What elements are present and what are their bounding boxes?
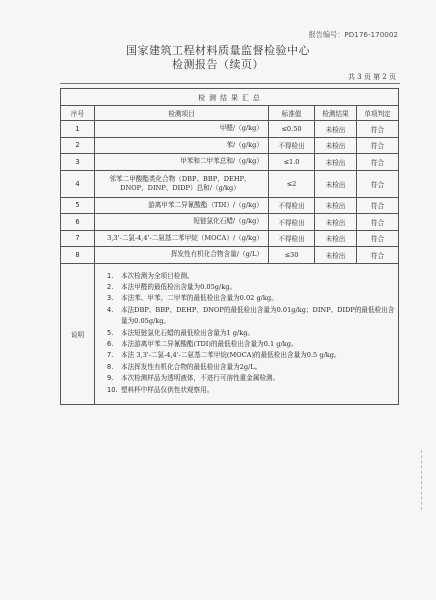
notes-cell — [95, 263, 399, 404]
column-header-row — [61, 106, 399, 121]
row-standard: ≤1.0 — [269, 154, 315, 171]
seal-edge-mark — [421, 450, 436, 510]
notes-list — [97, 264, 396, 404]
page-count: 共 3 页 第 2 页 — [347, 73, 396, 81]
row-number: 4 — [61, 170, 95, 197]
row-judgement: 符合 — [357, 230, 399, 247]
row-standard: ≤2 — [269, 170, 315, 197]
note-text: 本次检测样品为透明液体，不进行可溶性重金属检测。 — [121, 374, 280, 383]
note-text: 本法甲醛的最低检出含量为0.05g/kg。 — [121, 282, 237, 291]
note-item — [107, 362, 396, 373]
note-text: 本法挥发性有机化合物的最低检出含量为2g/L。 — [121, 362, 262, 371]
note-text: 本法DBP、BBP、DEHP、DNOP的最低检出含量为0.01g/kg；DINP、DIDP的最低检出含量为0.05g/kg。 — [121, 305, 395, 326]
note-text: 本法游离甲苯二异氰酸酯(TDI)的最低检出含量为0.1 g/kg。 — [121, 339, 298, 348]
note-number: 10. — [107, 385, 118, 394]
row-standard: 不得检出 — [269, 230, 315, 247]
header-divider — [60, 83, 400, 84]
table-row — [61, 230, 399, 247]
table-row — [61, 154, 399, 171]
note-text: 塑料杯中样品仅供性状观察用。 — [121, 385, 214, 394]
note-item — [107, 350, 396, 361]
row-item: 挥发性有机化合物含量/（g/L） — [95, 247, 269, 264]
table-row — [61, 121, 399, 138]
row-item: 短链氯化石蜡/（g/kg） — [95, 214, 269, 231]
note-item — [107, 293, 396, 304]
notes-row — [61, 263, 399, 404]
row-judgement: 符合 — [357, 121, 399, 138]
note-number: 5. — [107, 328, 114, 337]
row-standard: 不得检出 — [269, 137, 315, 154]
table-row — [61, 197, 399, 214]
row-item: 苯/（g/kg） — [95, 137, 269, 154]
note-number: 8. — [107, 362, 114, 371]
note-item — [107, 271, 396, 282]
notes-label: 说明 — [61, 263, 95, 404]
row-number: 5 — [61, 197, 95, 214]
column-header-result: 检测结果 — [315, 106, 357, 121]
row-judgement: 符合 — [357, 197, 399, 214]
row-item: 邻苯二甲酸酯类化合物（DBP、BBP、DEHP、DNOP、DINP、DIDP）总和/（g/kg） — [95, 170, 269, 197]
note-text: 本法 3,3'-二氯-4,4'-二氨基二苯甲烷(MOCA)的最低检出含量为0.5 g/kg。 — [121, 351, 341, 360]
row-result: 未检出 — [315, 214, 357, 231]
row-standard: ≤0.50 — [269, 121, 315, 138]
row-result: 未检出 — [315, 154, 357, 171]
note-text: 本法苯、甲苯、二甲苯的最低检出含量为0.02 g/kg。 — [121, 294, 278, 303]
row-number: 1 — [61, 121, 95, 138]
row-result: 未检出 — [315, 121, 357, 138]
row-item: 甲醛/（g/kg） — [95, 121, 269, 138]
row-result: 未检出 — [315, 170, 357, 197]
row-standard: ≤30 — [269, 247, 315, 264]
row-number: 3 — [61, 154, 95, 171]
row-result: 未检出 — [315, 137, 357, 154]
row-judgement: 符合 — [357, 137, 399, 154]
note-number: 6. — [107, 339, 114, 348]
note-number: 2. — [107, 282, 114, 291]
column-header-judgement: 单项判定 — [357, 106, 399, 121]
report-title: 国家建筑工程材料质量监督检验中心 — [126, 44, 310, 57]
note-number: 7. — [107, 351, 114, 360]
column-header-standard: 标准值 — [269, 106, 315, 121]
report-number: 报告编号：PD176-170002 — [308, 30, 398, 39]
note-number: 3. — [107, 294, 114, 303]
row-number: 6 — [61, 214, 95, 231]
note-item — [107, 282, 396, 293]
note-number: 9. — [107, 374, 114, 383]
note-number: 4. — [107, 305, 114, 314]
row-number: 7 — [61, 230, 95, 247]
row-number: 2 — [61, 137, 95, 154]
note-item — [107, 385, 396, 396]
note-text: 本次检测为全项目检测。 — [121, 271, 194, 280]
row-result: 未检出 — [315, 197, 357, 214]
row-judgement: 符合 — [357, 154, 399, 171]
table-row — [61, 214, 399, 231]
column-header-no: 序号 — [61, 106, 95, 121]
table-row — [61, 137, 399, 154]
row-result: 未检出 — [315, 230, 357, 247]
row-standard: 不得检出 — [269, 197, 315, 214]
column-header-item: 检测项目 — [95, 106, 269, 121]
results-table — [60, 88, 399, 405]
row-judgement: 符合 — [357, 214, 399, 231]
report-subtitle: 检测报告（续页） — [172, 58, 264, 71]
row-result: 未检出 — [315, 247, 357, 264]
note-item — [107, 305, 396, 328]
note-item — [107, 328, 396, 339]
note-number: 1. — [107, 271, 114, 280]
row-item: 游离甲苯二异氰酸酯（TDI）/（g/kg） — [95, 197, 269, 214]
row-judgement: 符合 — [357, 170, 399, 197]
section-title: 检 测 结 果 汇 总 — [61, 89, 399, 106]
table-row — [61, 247, 399, 264]
note-item — [107, 373, 396, 384]
row-judgement: 符合 — [357, 247, 399, 264]
row-item: 甲苯和二甲苯总和/（g/kg） — [95, 154, 269, 171]
row-item: 3,3'-二氯-4,4'-二氨基二苯甲烷（MOCA）/（g/kg） — [95, 230, 269, 247]
table-row — [61, 170, 399, 197]
note-item — [107, 339, 396, 350]
note-text: 本法短链氯化石蜡的最低检出含量为1 g/kg。 — [121, 328, 255, 337]
row-standard: 不得检出 — [269, 214, 315, 231]
row-number: 8 — [61, 247, 95, 264]
